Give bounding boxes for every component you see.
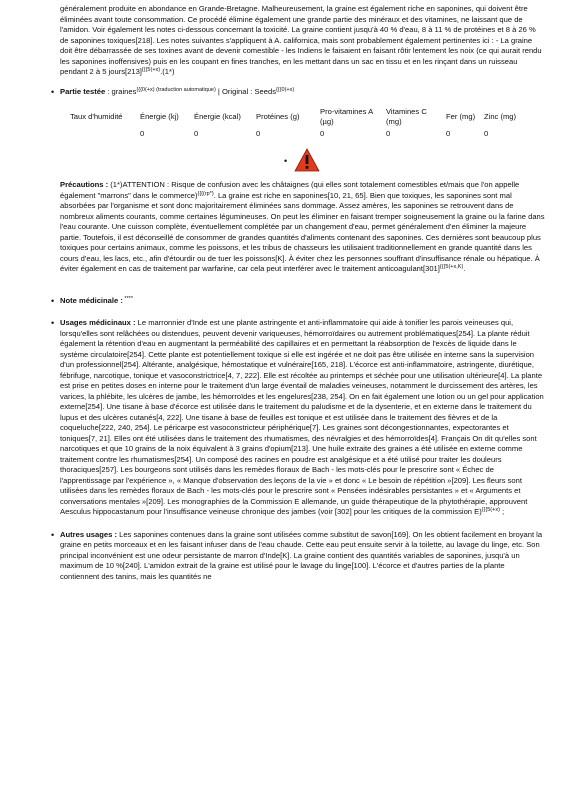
medicinal-note-label: Note médicinale : [60, 295, 123, 305]
precautions-text: (1*)ATTENTION : Risque de confusion avec les châtaignes (qui elles sont totalement comestibles et/mais que l'on appelle également "marrons" dans le commerce) [60, 180, 520, 200]
citation-superscript: {{{5(+x) [141, 67, 161, 73]
table-cell: 0 [446, 129, 451, 138]
precautions-tail: . [463, 264, 466, 273]
translation-note: (traduction automatique) [154, 86, 216, 93]
other-uses-text: Les saponines contenues dans la graine sont utilisées comme substitut de savon[169]. On les obtient facilement en broyant la graine en petits morceaux et en les faisant infuser dans de l'eau chaude. Cette eau peut ensuite servir à la toilette, au lavage du linge, etc. Son principal inconvénient est une odeur persistante de marron d'Inde[K]. La graine contient des quantités variables de saponines, jusqu'à un maximum de 10 %[240]. L'amidon extrait de la graine est utilisé pour le lavage du linge[100]. L'écorce et d'autres parties de la plante contiennent des tanins, mais les quantités ne [60, 529, 543, 581]
medicinal-note-item [60, 296, 545, 307]
table-header-cell: Vitamines C (mg) [386, 107, 427, 126]
table-cell: 0 [484, 129, 489, 138]
table-row [66, 128, 524, 140]
medicinal-uses-text: Le marronnier d'Inde est une plante astringente et anti-inflammatoire qui aide à tonifier les parois veineuses qui, lorsqu'elles sont relâchées ou distendues, peuvent devenir variqueuses, hémorroïdaires ou autrement problématiques[254]. La plante réduit également la rétention d'eau en augmentant la perméabilité des capillaires et en permettant la réabsorption de l'excès de liquide dans le système circulatoire[254]. Cette plante est potentiellement toxique si elle est ingérée et ne doit pas être utilisée en interne sans la supervision d'un professionnel[254]. Altérante, analgésique, hémostatique et vulnéraire[165, 218]. L'écorce est anti-inflammatoire, astringente, diurétique, fébrifuge, narcotique, tonique et vasoconstrictrice[4, 7, 222]. Elle est récoltée au printemps et séchée pour une utilisation ultérieure[4]. La plante est prise en petites doses en interne pour le traitement d'un large éventail de maladies veineuses, notamment le durcissement des artères, les varices, la phlébite, les ulcères de jambe, les hémorroïdes et les engelures[238, 254]. On en fait également une lotion ou un gel pour application externe[254]. Une tisane à base d'écorce est utilisée dans le traitement du paludisme et de la dysenterie, et en externe dans le traitement du lupus et des ulcères cutanés[4, 222]. Une tisane à base de feuilles est tonique et est utilisée dans le traitement des fièvres et de la coqueluche[222, 240, 254]. Le péricarpe est vasoconstricteur périphérique[7]. Les graines sont décongestionnantes, expectorantes et toniques[7, 21]. Elles ont été utilisées dans le traitement des rhumatismes, des névralgies et des hémorroïdes[4]. Français On dit qu'elles sont narcotiques et que 10 grains de la noix équivalent à 3 grains d'opium[213]. Une huile extraite des graines a été utilisée en externe comme traitement contre les rhumatismes[254]. Un composé des racines en poudre est analgésique et a été utilisé pour traiter les douleurs thoraciques[257]. Les bourgeons sont utilisés dans les remèdes floraux de Bach - les mots-clés pour le prescrire sont « Échec de l'apprentissage par l'expérience », « Manque d'observation des leçons de la vie » et donc « Le besoin de répétition »[209]. Les fleurs sont utilisées dans les remèdes floraux de Bach - les mots-clés pour le prescrire sont « Pensées indésirables persistantes » et « Arguments et conversations mentales »[209]. Les monographies de la Commission E allemande, un guide thérapeutique de la phytothérapie, approuvent Aesculus hippocastanum pour l'insuffisance veineuse chronique des jambes (voir [302] pour les critiques de la commission E) [60, 318, 544, 516]
medicinal-uses-label: Usages médicinaux : [60, 318, 136, 327]
other-uses-label: Autres usages : [60, 529, 117, 539]
table-cell: 0 [140, 129, 145, 138]
warning-triangle-icon [294, 148, 320, 172]
citation-superscript: {{{0(+x) [276, 86, 295, 93]
medicinal-note-rating: **** [122, 295, 133, 302]
precautions-label: Précautions : [60, 180, 109, 189]
other-uses-item [60, 530, 545, 583]
intro-tail: .(1*) [160, 67, 175, 76]
table-header-cell: Énergie (kcal) [194, 112, 241, 121]
citation-superscript: {{{0(+x) [136, 86, 155, 93]
tested-part-original: | Original : Seeds [215, 86, 277, 96]
table-cell: 0 [256, 129, 261, 138]
intro-text: généralement produite en abondance en Grande-Bretagne. Malheureusement, la graine est également riche en saponines, qui doivent être éliminées avant toute consommation. Ce procédé élimine également une grande partie des minéraux et des vitamines, ne laissant que de l'amidon. Voir également les notes ci-dessous concernant la toxicité. La graine contient jusqu'à 40 % d'eau, 8 à 11 % de protéines et 8 à 26 % de saponines toxiques[218]. Les notes suivantes s'appliquent à A. californica, mais sont probablement également pertinentes ici : - La graine doit être débarrassée de ses toxines avant de devenir comestible - les Indiens le faisaient en faisant rôtir lentement les noix (ce qui aurait rendu les saponines inoffensives) puis en les coupant en fines tranches, en les mettant dans un sac en tissu et en les rinçant dans un ruisseau pendant 2 à 5 jours[213] [60, 4, 542, 76]
bullet-dot: • [284, 156, 288, 166]
medicinal-uses-tail: ; [499, 507, 505, 516]
table-cell: 0 [386, 129, 391, 138]
tested-part-item [60, 87, 545, 98]
intro-paragraph [60, 4, 545, 78]
nutrition-table [66, 106, 524, 140]
tested-part-label: Partie testée [60, 86, 106, 96]
precautions-paragraph [60, 180, 545, 275]
table-header-cell: Zinc (mg) [484, 112, 517, 121]
citation-superscript: {{{5(+x,K) [439, 264, 464, 270]
tested-part-value: : graines [105, 86, 137, 96]
citation-superscript: {{{5(+x) [481, 507, 500, 513]
table-header-row [66, 106, 524, 128]
warning-block [60, 146, 545, 176]
precautions-text-continued: . La graine est riche en saponines[10, 21, 65]. Bien que toxiques, les saponines sont mal absorbées par l'organisme et sont donc majoritairement éliminées sans dommage. Assez amères, les saponines se retrouvent dans de nombreux aliments courants, comme certaines légumineuses. On peut les éliminer en faisant tremper soigneusement la graine ou la farine dans l'eau courante. Une cuisson complète, éventuellement complétée par un changement d'eau, permet généralement d'en éliminer la majeure partie. Toutefois, il est déconseillé de consommer de grandes quantités d'aliments contenant des saponines. Ces dernières sont beaucoup plus toxiques pour certains animaux, comme les poissons, et les tribus de chasseurs les utilisaient traditionnellement en grande quantité dans les cours d'eau, les lacs, etc., afin d'étourdir ou de tuer les poissons[K]. À éviter chez les personnes souffrant d'insuffisance rénale ou hépatique. À éviter également en cas de traitement par warfarine, car cela peut interférer avec le traitement anticoagulant[301] [60, 190, 545, 273]
table-header-cell: Taux d'humidité [70, 112, 123, 121]
table-cell [66, 128, 136, 140]
table-header-cell: Fer (mg) [446, 112, 476, 121]
table-cell: 0 [320, 129, 325, 138]
citation-superscript: {{{(rp*) [197, 190, 214, 197]
medicinal-uses-item [60, 318, 545, 518]
table-header-cell: Pro-vitamines A (µg) [320, 107, 373, 126]
table-header-cell: Énergie (kj) [140, 112, 179, 121]
table-header-cell: Protéines (g) [256, 112, 300, 121]
table-cell: 0 [194, 129, 199, 138]
